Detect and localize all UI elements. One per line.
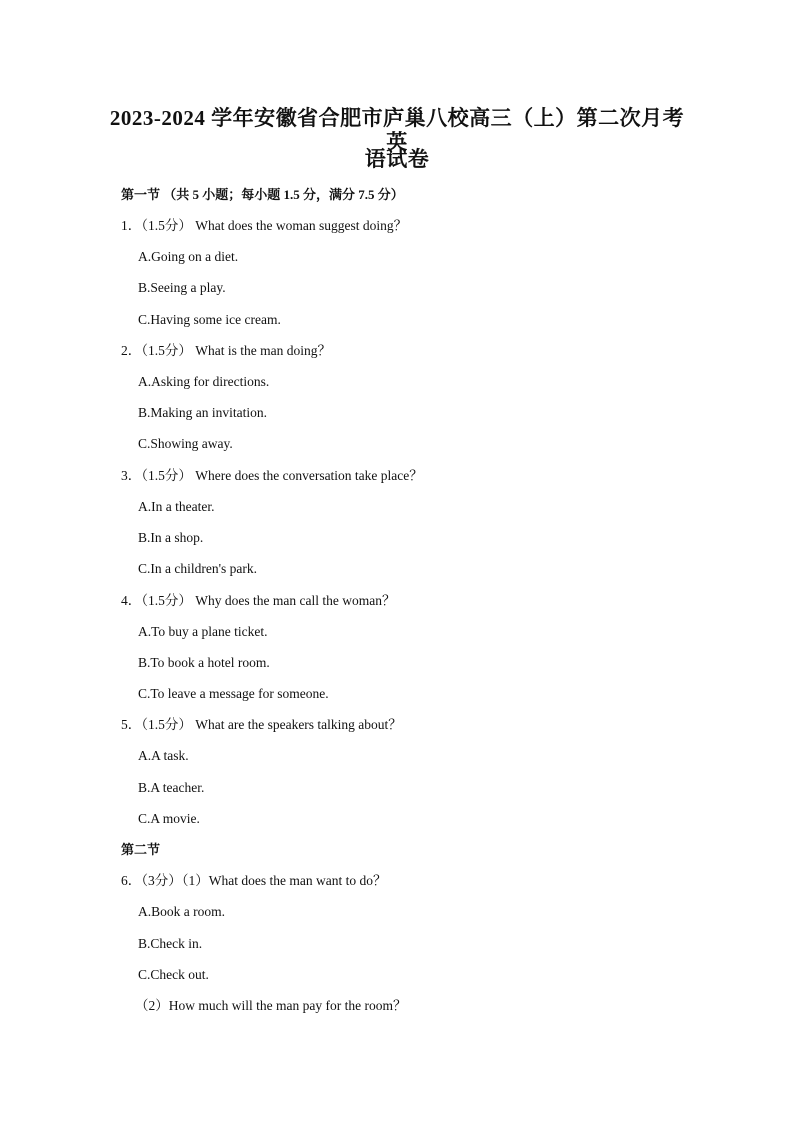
section-2-heading: 第二节 <box>121 842 161 857</box>
question-6-option-c: C.Check out. <box>138 967 209 982</box>
question-2-option-c: C.Showing away. <box>138 436 233 451</box>
question-6-option-b: B.Check in. <box>138 936 203 951</box>
section-1-heading: 第一节 （共 5 小题；每小题 1.5 分，满分 7.5 分） <box>121 187 404 202</box>
question-6-stem: 6．（3分）（1）What does the man want to do？ <box>121 873 387 888</box>
question-4-stem: 4．（1.5分） Why does the man call the woman？ <box>121 593 396 608</box>
question-4-option-b: B.To book a hotel room. <box>138 655 270 670</box>
question-1-stem: 1．（1.5分） What does the woman suggest doing？ <box>121 218 408 233</box>
question-5-option-a: A.A task. <box>138 748 189 763</box>
question-6-sub-2-stem: （2）How much will the man pay for the room？ <box>135 998 407 1013</box>
question-1-option-a: A.Going on a diet. <box>138 249 239 264</box>
question-2-stem: 2．（1.5分） What is the man doing？ <box>121 343 331 358</box>
question-2-option-b: B.Making an invitation. <box>138 405 267 420</box>
question-3-option-b: B.In a shop. <box>138 530 204 545</box>
question-1-option-c: C.Having some ice cream. <box>138 312 281 327</box>
question-4-option-c: C.To leave a message for someone. <box>138 686 329 701</box>
question-1-option-b: B.Seeing a play. <box>138 280 226 295</box>
question-6-option-a: A.Book a room. <box>138 904 225 919</box>
question-5-option-c: C.A movie. <box>138 811 200 826</box>
question-5-option-b: B.A teacher. <box>138 780 205 795</box>
question-4-option-a: A.To buy a plane ticket. <box>138 624 268 639</box>
question-3-option-c: C.In a children's park. <box>138 561 258 576</box>
question-2-option-a: A.Asking for directions. <box>138 374 270 389</box>
exam-title-line-2: 语试卷 <box>364 147 430 171</box>
exam-title-line-1: 2023-2024 学年安徽省合肥市庐巢八校高三（上）第二次月考英 <box>109 106 685 154</box>
question-3-option-a: A.In a theater. <box>138 499 215 514</box>
question-3-stem: 3．（1.5分） Where does the conversation take place？ <box>121 468 423 483</box>
question-5-stem: 5．（1.5分） What are the speakers talking about？ <box>121 717 402 732</box>
